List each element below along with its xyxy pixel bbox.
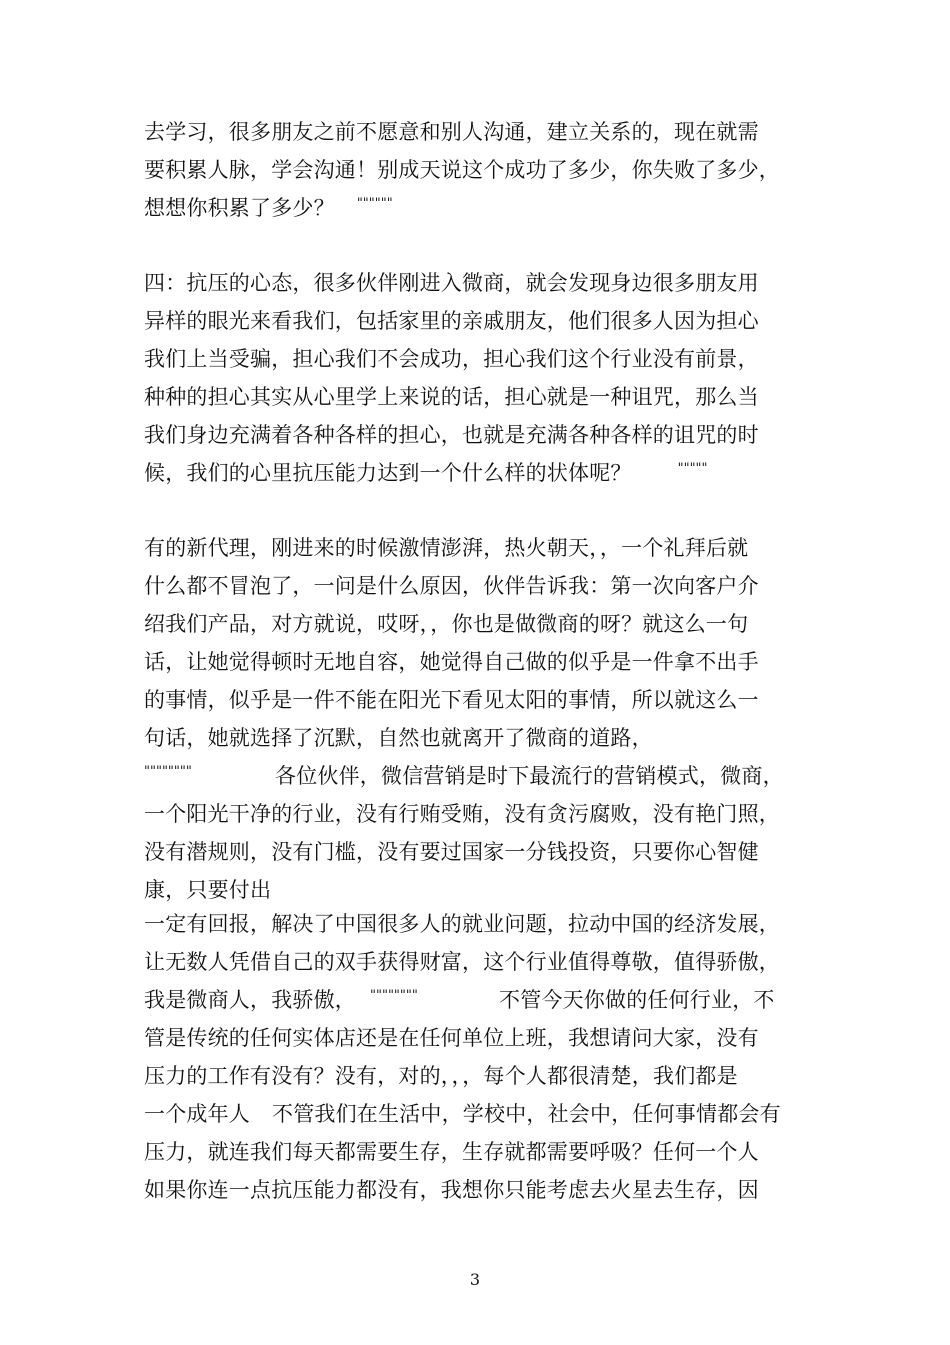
text-segment: 不管今天你做的任何行业，不 xyxy=(499,988,775,1012)
text-line: 让无数人凭借自己的双手获得财富，这个行业值得尊敬，值得骄傲， xyxy=(144,950,780,974)
text-line: 有的新代理，刚进来的时候激情澎湃，热火朝天，，一个礼拜后就 xyxy=(144,536,749,560)
text-segment: 不管我们在生活中，学校中，社会中，任何事情都会有 xyxy=(272,1102,781,1126)
text-line: 一定有回报，解决了中国很多人的就业问题，拉动中国的经济发展， xyxy=(144,912,780,936)
quote-marks: """""""" xyxy=(370,988,418,1003)
quote-marks: """"" xyxy=(677,461,708,476)
quote-marks: """""" xyxy=(356,196,393,211)
text-segment: 想想你积累了多少？ xyxy=(144,196,335,220)
text-line: 的事情，似乎是一件不能在阳光下看见太阳的事情，所以就这么一 xyxy=(144,688,759,712)
text-line: 管是传统的任何实体店还是在任何单位上班，我想请问大家，没有 xyxy=(144,1026,759,1050)
text-segment: 各位伙伴，微信营销是时下最流行的营销模式，微商， xyxy=(275,764,784,788)
text-segment: 一个成年人 xyxy=(144,1102,250,1126)
text-line xyxy=(144,1099,781,1129)
text-line xyxy=(144,761,784,791)
text-line: 要积累人脉，学会沟通！别成天说这个成功了多少，你失败了多少， xyxy=(144,158,780,182)
text-line: 我们身边充满着各种各样的担心，也就是充满各种各样的诅咒的时 xyxy=(144,423,759,447)
quote-marks: """""""" xyxy=(144,764,192,779)
text-line: 异样的眼光来看我们，包括家里的亲戚朋友，他们很多人因为担心 xyxy=(144,309,759,333)
text-line: 如果你连一点抗压能力都没有，我想你只能考虑去火星去生存，因 xyxy=(144,1178,759,1202)
text-line: 压力，就连我们每天都需要生存，生存就都需要呼吸？任何一个人 xyxy=(144,1140,759,1164)
text-line: 什么都不冒泡了，一问是什么原因，伙伴告诉我：第一次向客户介 xyxy=(144,574,759,598)
text-line: 一个阳光干净的行业，没有行贿受贿，没有贪污腐败，没有艳门照， xyxy=(144,802,780,826)
text-line xyxy=(144,193,393,223)
text-line: 去学习，很多朋友之前不愿意和别人沟通，建立关系的，现在就需 xyxy=(144,120,759,144)
text-line: 四：抗压的心态，很多伙伴刚进入微商，就会发现身边很多朋友用 xyxy=(144,271,759,295)
text-line: 绍我们产品，对方就说，哎呀，，你也是做微商的呀？就这么一句 xyxy=(144,612,749,636)
text-line xyxy=(144,458,708,488)
page-number: 3 xyxy=(469,1270,481,1289)
text-line: 没有潜规则，没有门槛，没有要过国家一分钱投资，只要你心智健 xyxy=(144,840,759,864)
text-line xyxy=(144,985,775,1015)
text-line: 我们上当受骗，担心我们不会成功，担心我们这个行业没有前景， xyxy=(144,347,759,371)
text-line: 压力的工作有没有？没有，对的，，，每个人都很清楚，我们都是 xyxy=(144,1064,738,1088)
text-line: 话，让她觉得顿时无地自容，她觉得自己做的似乎是一件拿不出手 xyxy=(144,650,759,674)
text-line: 种种的担心其实从心里学上来说的话，担心就是一种诅咒，那么当 xyxy=(144,385,759,409)
text-segment: 我是微商人，我骄傲， xyxy=(144,988,356,1012)
text-segment: 候，我们的心里抗压能力达到一个什么样的状体呢？ xyxy=(144,461,632,485)
text-line: 康，只要付出 xyxy=(144,878,272,902)
text-line: 句话，她就选择了沉默，自然也就离开了微商的道路， xyxy=(144,726,653,750)
